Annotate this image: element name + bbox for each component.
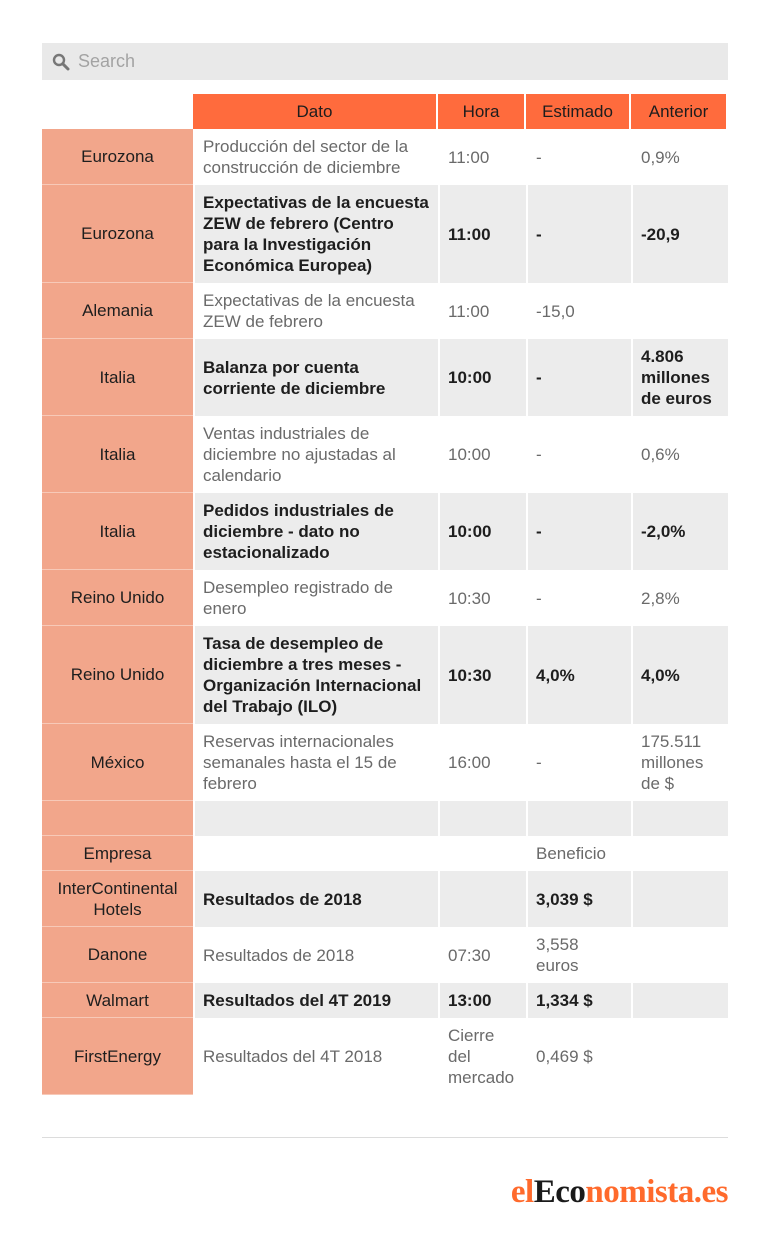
dato-cell: Tasa de desempleo de diciembre a tres meses - Organización Internacional del Trabajo (ILO) <box>193 626 438 724</box>
table-row <box>42 493 728 570</box>
dato-cell <box>193 801 438 836</box>
anterior-cell: 4,0% <box>631 626 728 724</box>
country-cell: Reino Unido <box>42 570 193 626</box>
dato-cell: Pedidos industriales de diciembre - dato no estacionalizado <box>193 493 438 570</box>
header-dato: Dato <box>193 94 438 129</box>
table-row <box>42 983 728 1018</box>
hora-cell: 13:00 <box>438 983 526 1018</box>
hora-cell: 10:30 <box>438 626 526 724</box>
estimado-cell: - <box>526 185 631 283</box>
footer-divider <box>42 1137 728 1138</box>
dato-cell: Resultados de 2018 <box>193 927 438 983</box>
anterior-cell <box>631 1018 728 1095</box>
header-hora: Hora <box>438 94 526 129</box>
logo-part-el: el <box>510 1174 534 1210</box>
hora-cell: 11:00 <box>438 185 526 283</box>
table-row <box>42 724 728 801</box>
estimado-cell: - <box>526 724 631 801</box>
company-header-row <box>42 836 728 871</box>
hora-cell <box>438 871 526 927</box>
header-anterior: Anterior <box>631 94 728 129</box>
country-cell: Italia <box>42 339 193 416</box>
economic-calendar-table <box>42 94 728 1095</box>
dato-cell: Ventas industriales de diciembre no ajustadas al calendario <box>193 416 438 493</box>
anterior-cell <box>631 871 728 927</box>
anterior-cell: 0,6% <box>631 416 728 493</box>
company-cell: FirstEnergy <box>42 1018 193 1095</box>
estimado-cell: - <box>526 339 631 416</box>
dato-cell: Reservas internacionales semanales hasta el 15 de febrero <box>193 724 438 801</box>
anterior-cell <box>631 983 728 1018</box>
anterior-cell: 2,8% <box>631 570 728 626</box>
country-cell: Reino Unido <box>42 626 193 724</box>
company-cell: Walmart <box>42 983 193 1018</box>
table-row <box>42 871 728 927</box>
table-row <box>42 339 728 416</box>
table-header-row <box>42 94 728 129</box>
table-row <box>42 416 728 493</box>
anterior-cell: 4.806 millones de euros <box>631 339 728 416</box>
company-cell: Danone <box>42 927 193 983</box>
estimado-cell: 4,0% <box>526 626 631 724</box>
beneficio-header-cell: Beneficio <box>526 836 631 871</box>
dato-cell: Expectativas de la encuesta ZEW de febrero <box>193 283 438 339</box>
country-cell: Eurozona <box>42 129 193 185</box>
estimado-cell: - <box>526 493 631 570</box>
search-input[interactable] <box>78 51 678 72</box>
table-row <box>42 626 728 724</box>
estimado-cell: 0,469 $ <box>526 1018 631 1095</box>
company-cell: InterContinental Hotels <box>42 871 193 927</box>
search-icon <box>52 53 70 71</box>
header-estimado: Estimado <box>526 94 631 129</box>
country-cell: Italia <box>42 493 193 570</box>
table-row <box>42 927 728 983</box>
estimado-cell: 3,039 $ <box>526 871 631 927</box>
estimado-cell: - <box>526 129 631 185</box>
hora-cell <box>438 801 526 836</box>
table-row <box>42 1018 728 1095</box>
hora-cell: 07:30 <box>438 927 526 983</box>
anterior-cell: -2,0% <box>631 493 728 570</box>
dato-cell: Resultados de 2018 <box>193 871 438 927</box>
estimado-cell: - <box>526 416 631 493</box>
dato-cell <box>193 836 438 871</box>
anterior-cell: 175.511 millones de $ <box>631 724 728 801</box>
hora-cell: 10:00 <box>438 416 526 493</box>
anterior-cell <box>631 283 728 339</box>
anterior-cell <box>631 927 728 983</box>
dato-cell: Producción del sector de la construcción de diciembre <box>193 129 438 185</box>
anterior-cell <box>631 801 728 836</box>
estimado-cell: - <box>526 570 631 626</box>
estimado-cell: 3,558 euros <box>526 927 631 983</box>
table-row <box>42 185 728 283</box>
hora-cell: 10:00 <box>438 339 526 416</box>
country-cell: Eurozona <box>42 185 193 283</box>
anterior-cell <box>631 836 728 871</box>
hora-cell: 16:00 <box>438 724 526 801</box>
company-header-cell: Empresa <box>42 836 193 871</box>
dato-cell: Resultados del 4T 2019 <box>193 983 438 1018</box>
hora-cell: 11:00 <box>438 283 526 339</box>
logo-part-eco: Eco <box>533 1174 586 1210</box>
hora-cell <box>438 836 526 871</box>
dato-cell: Balanza por cuenta corriente de diciembre <box>193 339 438 416</box>
estimado-cell <box>526 801 631 836</box>
country-cell: Italia <box>42 416 193 493</box>
header-corner <box>42 94 193 129</box>
hora-cell: 10:30 <box>438 570 526 626</box>
table-row <box>42 129 728 185</box>
estimado-cell: 1,334 $ <box>526 983 631 1018</box>
country-cell <box>42 801 193 836</box>
dato-cell: Expectativas de la encuesta ZEW de febrero (Centro para la Investigación Económica Europea) <box>193 185 438 283</box>
table-row-spacer <box>42 801 728 836</box>
hora-cell: 11:00 <box>438 129 526 185</box>
eleconomista-logo[interactable] <box>511 1174 728 1211</box>
country-cell: México <box>42 724 193 801</box>
estimado-cell: -15,0 <box>526 283 631 339</box>
country-cell: Alemania <box>42 283 193 339</box>
dato-cell: Resultados del 4T 2018 <box>193 1018 438 1095</box>
anterior-cell: 0,9% <box>631 129 728 185</box>
anterior-cell: -20,9 <box>631 185 728 283</box>
search-bar[interactable] <box>42 43 728 80</box>
hora-cell: 10:00 <box>438 493 526 570</box>
dato-cell: Desempleo registrado de enero <box>193 570 438 626</box>
hora-cell: Cierre del mercado <box>438 1018 526 1095</box>
logo-part-nomista: nomista.es <box>585 1174 728 1210</box>
table-row <box>42 570 728 626</box>
table-row <box>42 283 728 339</box>
